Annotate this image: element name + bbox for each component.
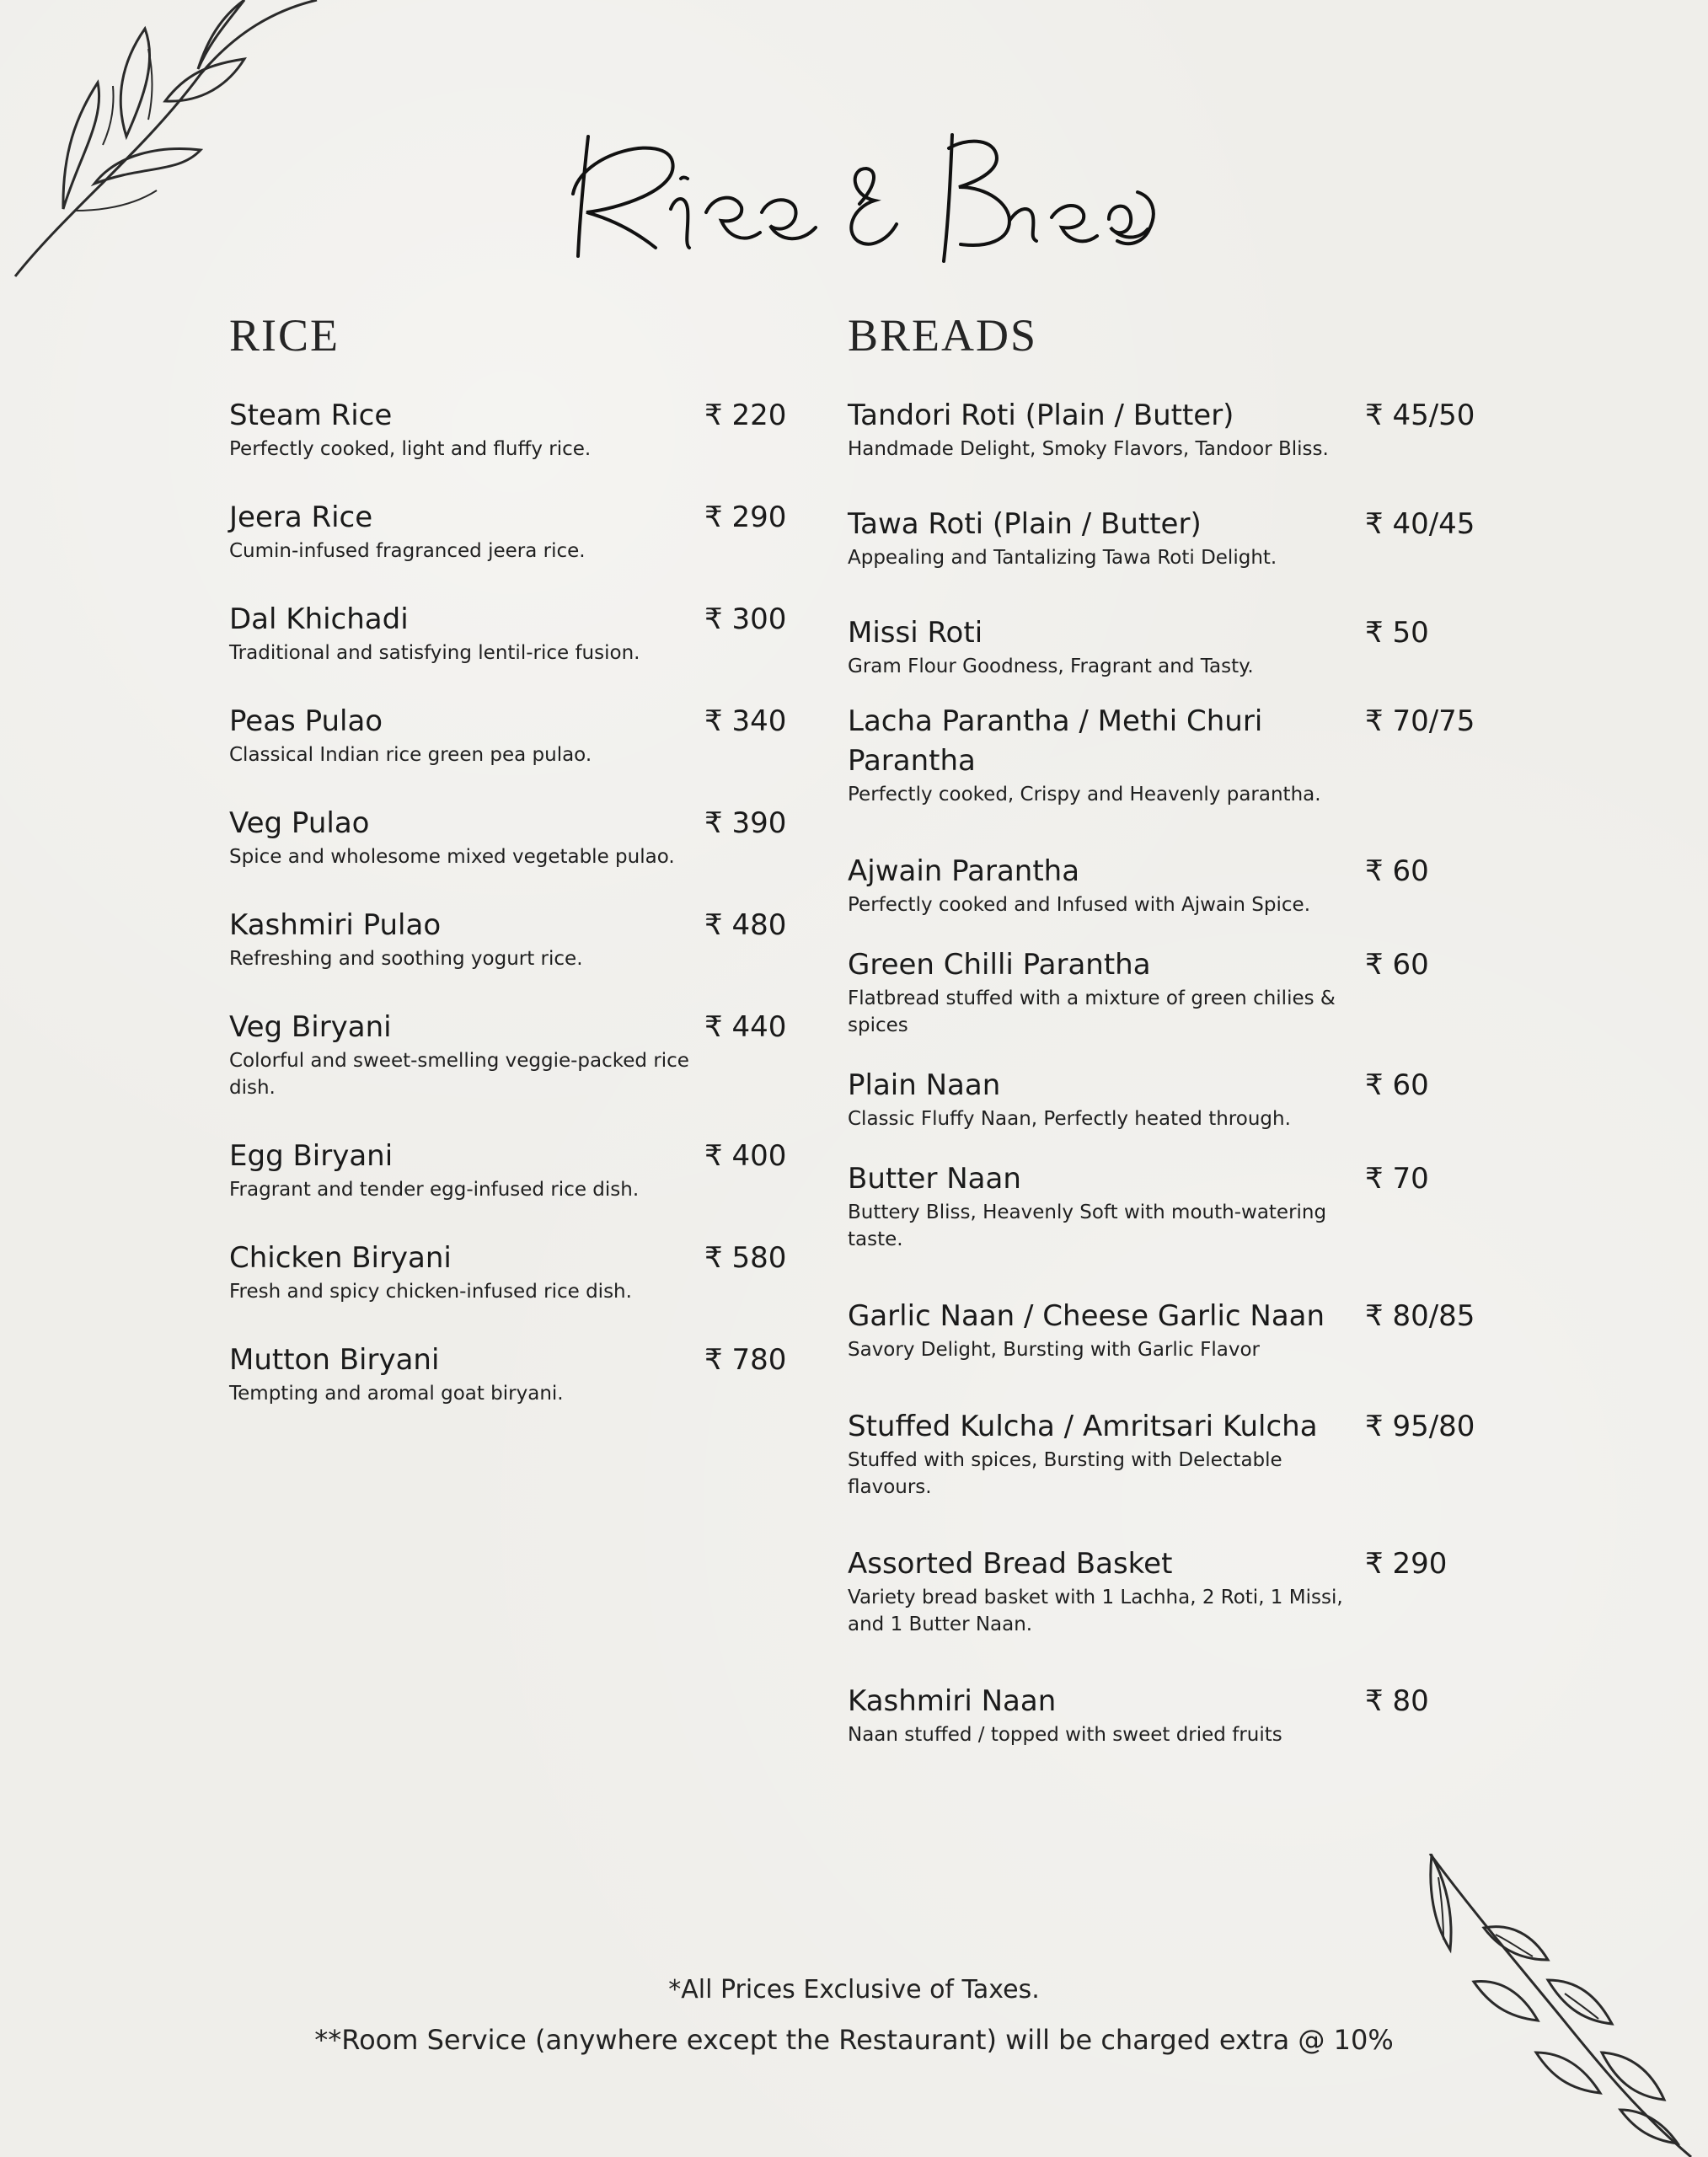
item-name: Dal Khichadi <box>229 602 409 636</box>
item-description: Refreshing and soothing yogurt rice. <box>229 948 583 970</box>
item-price: ₹ 50 <box>1365 616 1429 650</box>
item-price: ₹ 60 <box>1365 948 1429 982</box>
item-description: Appealing and Tantalizing Tawa Roti Delight. <box>848 547 1277 569</box>
bread-item-kashmiri-naan <box>848 1682 1539 1748</box>
item-price: ₹ 60 <box>1365 854 1429 888</box>
item-name: Mutton Biryani <box>229 1343 440 1377</box>
bread-item-tandori-roti <box>848 396 1539 463</box>
item-description: Gram Flour Goodness, Fragrant and Tasty. <box>848 656 1254 677</box>
item-name: Kashmiri Pulao <box>229 908 442 942</box>
rice-item-kashmiri-pulao <box>229 906 802 972</box>
rice-item-chicken-biryani <box>229 1239 802 1305</box>
rice-item-jeera-rice <box>229 498 802 565</box>
item-price: ₹ 220 <box>704 399 787 432</box>
item-price: ₹ 60 <box>1365 1068 1429 1102</box>
item-price: ₹ 340 <box>704 704 787 738</box>
bread-item-missi-roti <box>848 613 1539 680</box>
item-description: Fresh and spicy chicken-infused rice dish. <box>229 1281 632 1303</box>
item-description: Spice and wholesome mixed vegetable pulao. <box>229 846 675 868</box>
item-name: Missi Roti <box>848 616 983 650</box>
item-price: ₹ 80 <box>1365 1684 1429 1718</box>
item-description: Handmade Delight, Smoky Flavors, Tandoor Bliss. <box>848 438 1329 460</box>
bread-item-green-chilli-parantha <box>848 945 1539 1039</box>
item-name: Garlic Naan / Cheese Garlic Naan <box>848 1299 1325 1333</box>
item-price: ₹ 45/50 <box>1365 399 1475 432</box>
rice-item-peas-pulao <box>229 702 802 768</box>
item-name: Egg Biryani <box>229 1139 394 1173</box>
item-price: ₹ 290 <box>704 500 787 534</box>
item-name: Tawa Roti (Plain / Butter) <box>848 507 1202 541</box>
item-description: Classic Fluffy Naan, Perfectly heated through. <box>848 1108 1291 1130</box>
item-name: Lacha Parantha / Methi Churi Parantha <box>848 704 1263 778</box>
item-name: Chicken Biryani <box>229 1241 452 1275</box>
bread-item-tawa-roti <box>848 505 1539 571</box>
bread-item-assorted-bread-basket <box>848 1544 1539 1638</box>
item-description: Tempting and aromal goat biryani. <box>229 1383 564 1405</box>
item-description: Cumin-infused fragranced jeera rice. <box>229 540 586 562</box>
item-price: ₹ 40/45 <box>1365 507 1475 541</box>
rice-item-mutton-biryani <box>229 1341 802 1407</box>
item-price: ₹ 580 <box>704 1241 787 1275</box>
item-name: Assorted Bread Basket <box>848 1547 1173 1581</box>
item-description: Stuffed with spices, Bursting with Delectable flavours. <box>848 1449 1282 1498</box>
item-description: Buttery Bliss, Heavenly Soft with mouth-watering taste. <box>848 1202 1327 1250</box>
item-price: ₹ 290 <box>1365 1547 1448 1581</box>
item-price: ₹ 780 <box>704 1343 787 1377</box>
item-price: ₹ 480 <box>704 908 787 942</box>
item-description: Flatbread stuffed with a mixture of green chilies & spices <box>848 988 1336 1036</box>
item-name: Jeera Rice <box>229 500 373 534</box>
item-price: ₹ 70/75 <box>1365 704 1475 738</box>
item-name: Stuffed Kulcha / Amritsari Kulcha <box>848 1410 1318 1443</box>
rice-menu-column <box>229 396 802 1407</box>
bread-item-butter-naan <box>848 1159 1539 1253</box>
bread-item-lacha-parantha <box>848 702 1539 808</box>
rice-item-dal-khichadi <box>229 600 802 666</box>
item-price: ₹ 390 <box>704 806 787 840</box>
rice-item-egg-biryani <box>229 1137 802 1203</box>
rice-item-veg-biryani <box>229 1008 802 1101</box>
item-price: ₹ 95/80 <box>1365 1410 1475 1443</box>
item-description: Fragrant and tender egg-infused rice dish. <box>229 1179 640 1201</box>
rice-item-veg-pulao <box>229 804 802 870</box>
item-description: Perfectly cooked, Crispy and Heavenly parantha. <box>848 784 1321 806</box>
item-name: Peas Pulao <box>229 704 383 738</box>
item-name: Green Chilli Parantha <box>848 948 1151 982</box>
item-price: ₹ 440 <box>704 1010 787 1044</box>
item-name: Steam Rice <box>229 399 393 432</box>
item-description: Colorful and sweet-smelling veggie-packed rice dish. <box>229 1050 689 1099</box>
item-name: Plain Naan <box>848 1068 1001 1102</box>
item-description: Classical Indian rice green pea pulao. <box>229 744 592 766</box>
bottom-right-leaf-illustration <box>1422 1854 1708 2157</box>
breads-section-heading: BREADS <box>848 310 1038 361</box>
item-name: Veg Biryani <box>229 1010 392 1044</box>
item-name: Ajwain Parantha <box>848 854 1080 888</box>
rice-section-heading: RICE <box>229 310 340 361</box>
bread-item-ajwain-parantha <box>848 852 1539 918</box>
item-description: Perfectly cooked, light and fluffy rice. <box>229 438 592 460</box>
bread-item-garlic-naan <box>848 1297 1539 1363</box>
item-name: Butter Naan <box>848 1162 1021 1196</box>
bread-item-plain-naan <box>848 1066 1539 1132</box>
top-left-leaf-illustration <box>0 0 354 286</box>
bread-item-stuffed-kulcha <box>848 1407 1539 1501</box>
item-description: Naan stuffed / topped with sweet dried fruits <box>848 1724 1282 1746</box>
item-price: ₹ 80/85 <box>1365 1299 1475 1333</box>
item-price: ₹ 300 <box>704 602 787 636</box>
item-description: Variety bread basket with 1 Lachha, 2 Roti, 1 Missi, and 1 Butter Naan. <box>848 1587 1343 1635</box>
room-service-note: **Room Service (anywhere except the Restaurant) will be charged extra @ 10% <box>314 2024 1394 2056</box>
item-description: Perfectly cooked and Infused with Ajwain Spice. <box>848 894 1311 916</box>
item-price: ₹ 400 <box>704 1139 787 1173</box>
item-description: Traditional and satisfying lentil-rice fusion. <box>229 642 640 664</box>
item-name: Veg Pulao <box>229 806 370 840</box>
item-description: Savory Delight, Bursting with Garlic Flavor <box>848 1339 1260 1361</box>
item-price: ₹ 70 <box>1365 1162 1429 1196</box>
item-name: Tandori Roti (Plain / Butter) <box>848 399 1234 432</box>
breads-menu-column <box>848 396 1539 1748</box>
rice-item-steam-rice <box>229 396 802 463</box>
item-name: Kashmiri Naan <box>848 1684 1057 1718</box>
tax-note: *All Prices Exclusive of Taxes. <box>668 1975 1040 2004</box>
